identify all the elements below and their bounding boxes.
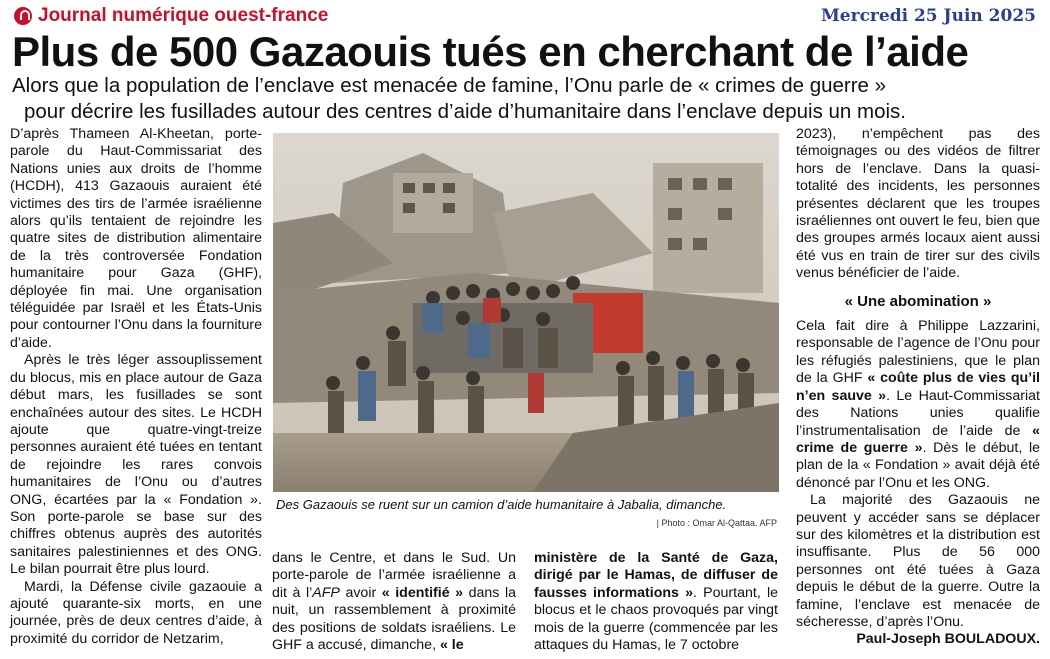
paragraph: 2023), n’empêchent pas des témoignages ou des vidéos de filtrer hors de l’enclave. Dans la quasi-totalité des incidents, les personnes présentes déclarent que les troupes israéliennes ont ouvert le feu, bien que des groupes armés locaux aient aussi été vus en train de tirer sur des civils venus bénéficier de l’aide.	[796, 126, 1040, 282]
article-column-3	[534, 550, 778, 654]
paragraph: D’après Thameen Al-Kheetan, porte-parole du Haut-Commissariat des Nations unies aux droits de l’homme (HCDH), 413 Gazaouis auraient été victimes des tirs de l’armée israélienne alors qu’ils tentaient de rejoindre les quatre sites de distribution alimentaire de la très controversée Fondation humanitaire pour Gaza (GHF), déployée fin mai. Une organisation téléguidée par Israël et les États-Unis pour contourner l’Onu dans la fourniture d’aide.	[10, 126, 262, 351]
masthead-title: Journal numérique ouest-france	[38, 5, 329, 26]
paragraph: Mardi, la Défense civile gazaouie a ajouté quarante-six morts, en une journée, près de deux centres d’aide, à proximité du corridor de Netzarim,	[10, 578, 262, 647]
subtitle	[12, 73, 1042, 125]
article-column-2	[272, 550, 516, 654]
headline: Plus de 500 Gazaouis tués en cherchant de l’aide	[12, 28, 969, 75]
ouest-france-logo-icon	[14, 7, 32, 25]
article-photo	[273, 133, 779, 492]
author-signature: Paul-Joseph BOULADOUX.	[856, 631, 1040, 648]
masthead	[14, 5, 328, 27]
subtitle-line2: pour décrire les fusillades autour des centres d’aide d’humanitaire dans l’enclave depuis un mois.	[24, 100, 907, 123]
article-column-4	[796, 126, 1040, 649]
paragraph: Après le très léger assouplissement du blocus, mis en place autour de Gaza début mars, les fusillades se sont enchaînées autour des sites. Le HCDH ajoute que quatre-vingt-treize personnes auraient été tuées en tentant de rejoindre les rares convois humanitaires de l’Onu ou d’autres ONG, écartées par la « Fondation ». Son porte-parole se base sur des chiffres obtenus auprès des autorités sanitaires palestiniennes et des ONG. Le bilan pourrait être plus lourd.	[10, 352, 262, 578]
photo-caption: Des Gazaouis se ruent sur un camion d’aide humanitaire à Jabalia, dimanche.	[276, 497, 727, 512]
paragraph: Cela fait dire à Philippe Lazzarini, responsable de l’agence de l’Onu pour les réfugiés palestiniens, que le plan de la GHF « coûte plus de vies qu’il n’en sauve ». Le Haut-Commissariat des Nations unies qualifie l’instrumentalisation de l’aide de « crime de guerre ». Dès le début, le plan de la « Fondation » avait déjà été dénoncé par l’Onu et les ONG.	[796, 318, 1040, 491]
afp-reference: AFP	[312, 584, 340, 601]
issue-date: Mercredi 25 Juin 2025	[820, 6, 1036, 26]
paragraph: dans le Centre, et dans le Sud. Un porte-parole de l’armée israélienne a dit à l’AFP avoir « identifié » dans la nuit, un rassemblement à proximité des positions de soldats israéliens. Le GHF a accusé, dimanche, « le	[272, 550, 516, 654]
paragraph: ministère de la Santé de Gaza, dirigé par le Hamas, de diffuser de fausses informations ». Pourtant, le blocus et le chaos provoqués par vingt mois de la guerre (commencée par les attaques du Hamas, le 7 octobre	[534, 550, 778, 654]
section-subheading: « Une abomination »	[844, 292, 992, 310]
photo-credit: | Photo : Omar Al-Qattaa. AFP	[656, 518, 777, 528]
paragraph: La majorité des Gazaouis ne peuvent y accéder sans se déplacer sur des kilomètres et la distribution est insuffisante. Plus de 56 000 personnes ont été tuées à Gaza depuis le début de la guerre. Outre la famine, l’enclave est menacée de sécheresse, d’après l’Onu.	[796, 492, 1040, 630]
photo-crowd-on-truck	[273, 133, 779, 492]
subtitle-line1: Alors que la population de l’enclave est menacée de famine, l’Onu parle de « crimes de guerre »	[12, 74, 887, 97]
article-column-1	[10, 126, 262, 648]
